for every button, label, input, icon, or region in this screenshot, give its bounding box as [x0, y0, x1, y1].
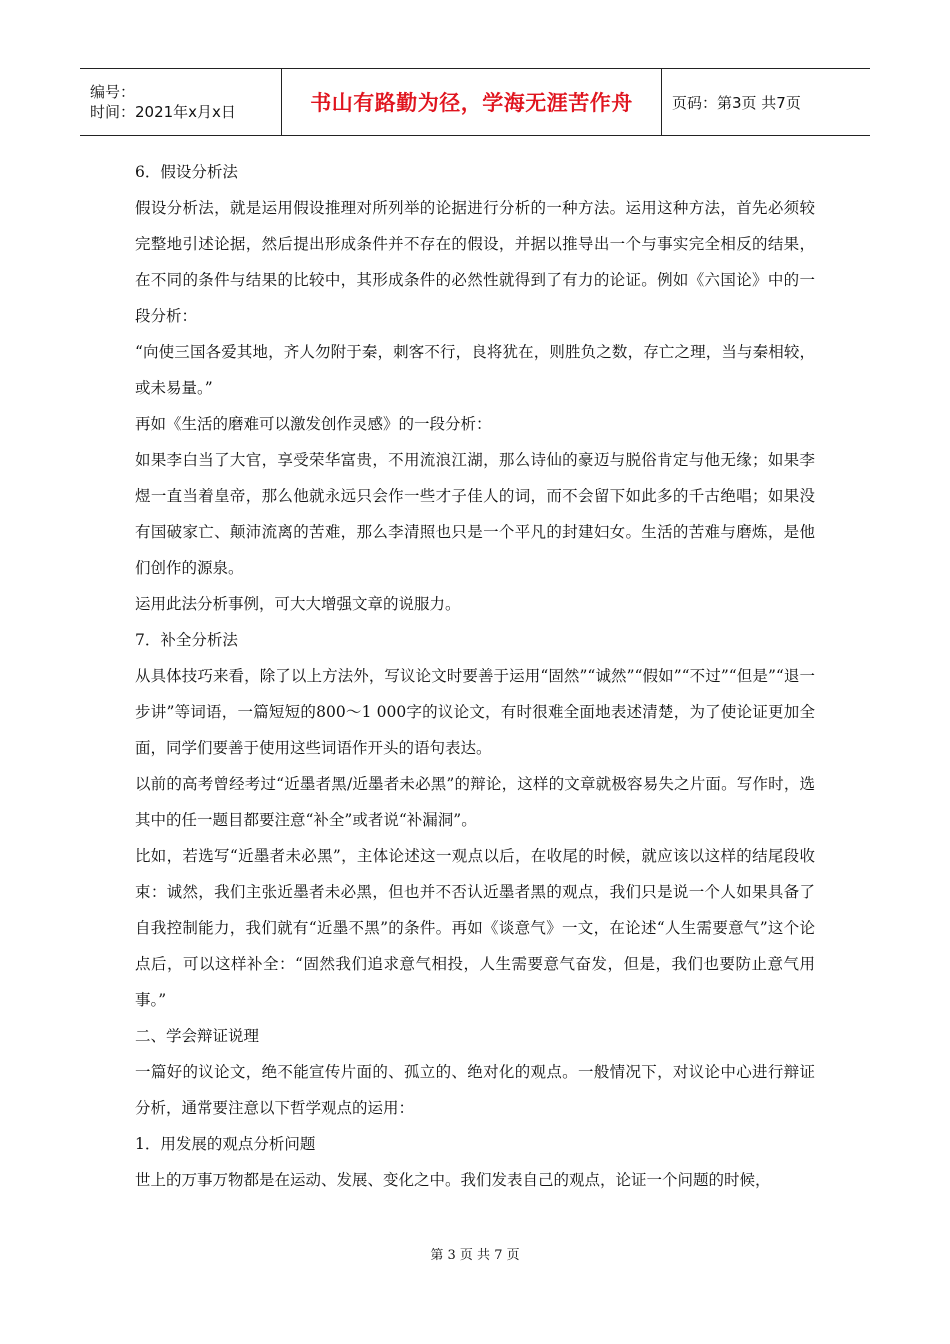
- page-label: 页码：第3页 共7页: [672, 93, 801, 112]
- paragraph: 一篇好的议论文，绝不能宣传片面的、孤立的、绝对化的观点。一般情况下，对议论中心进行辩证分析，通常要注意以下哲学观点的运用：: [135, 1063, 815, 1117]
- header-motto-cell: [282, 69, 662, 135]
- paragraph: 从具体技巧来看，除了以上方法外，写议论文时要善于运用“固然”“诚然”“假如”“不过”“但是”“退一步讲”等词语，一篇短短的800～1 000字的议论文，有时很难全面地表述清楚，为了使论证更加全面，同学们要善于使用这些词语作开头的语句表达。: [135, 667, 815, 757]
- heading-assumption-analysis: 6．假设分析法: [135, 163, 238, 181]
- footer-page-number: 第 3 页 共 7 页: [430, 1248, 520, 1263]
- paragraph: 再如《生活的磨难可以激发创作灵感》的一段分析：: [135, 415, 492, 433]
- page-header: [80, 68, 870, 136]
- document-body: [135, 154, 815, 1198]
- paragraph: 如果李白当了大官，享受荣华富贵，不用流浪江湖，那么诗仙的豪迈与脱俗肯定与他无缘；如果李煜一直当着皇帝，那么他就永远只会作一些才子佳人的词，而不会留下如此多的千古绝唱；如果没有国破家亡、颠沛流离的苦难，那么李清照也只是一个平凡的封建妇女。生活的苦难与磨炼，是他们创作的源泉。: [135, 451, 815, 577]
- motto: 书山有路勤为径，学海无涯苦作舟: [310, 91, 633, 115]
- time-label: 时间：2021年x月x日: [90, 103, 236, 121]
- heading-development-viewpoint: 1．用发展的观点分析问题: [135, 1135, 316, 1153]
- header-meta: [80, 69, 282, 135]
- quote-paragraph: “向使三国各爱其地，齐人勿附于秦，刺客不行，良将犹在，则胜负之数，存亡之理，当与秦相较，或未易量。”: [135, 343, 815, 397]
- header-page-cell: [662, 69, 870, 135]
- serial-label: 编号：: [90, 83, 136, 101]
- heading-complement-analysis: 7．补全分析法: [135, 631, 238, 649]
- paragraph: 世上的万事万物都是在运动、发展、变化之中。我们发表自己的观点，论证一个问题的时候，: [135, 1171, 771, 1189]
- paragraph: 运用此法分析事例，可大大增强文章的说服力。: [135, 595, 461, 613]
- paragraph: 假设分析法，就是运用假设推理对所列举的论据进行分析的一种方法。运用这种方法，首先必须较完整地引述论据，然后提出形成条件并不存在的假设，并据以推导出一个与事实完全相反的结果，在不同的条件与结果的比较中，其形成条件的必然性就得到了有力的论证。例如《六国论》中的一段分析：: [135, 199, 815, 325]
- paragraph: 以前的高考曾经考过“近墨者黑/近墨者未必黑”的辩论，这样的文章就极容易失之片面。写作时，选其中的任一题目都要注意“补全”或者说“补漏洞”。: [135, 775, 815, 829]
- page-footer: [0, 1244, 950, 1263]
- paragraph: 比如，若选写“近墨者未必黑”，主体论述这一观点以后，在收尾的时候，就应该以这样的结尾段收束：诚然，我们主张近墨者未必黑，但也并不否认近墨者黑的观点，我们只是说一个人如果具备了自我控制能力，我们就有“近墨不黑”的条件。再如《谈意气》一文，在论述“人生需要意气”这个论点后，可以这样补全：“固然我们追求意气相投，人生需要意气奋发，但是，我们也要防止意气用事。”: [135, 847, 815, 1009]
- heading-dialectical-reasoning: 二、学会辩证说理: [135, 1027, 260, 1045]
